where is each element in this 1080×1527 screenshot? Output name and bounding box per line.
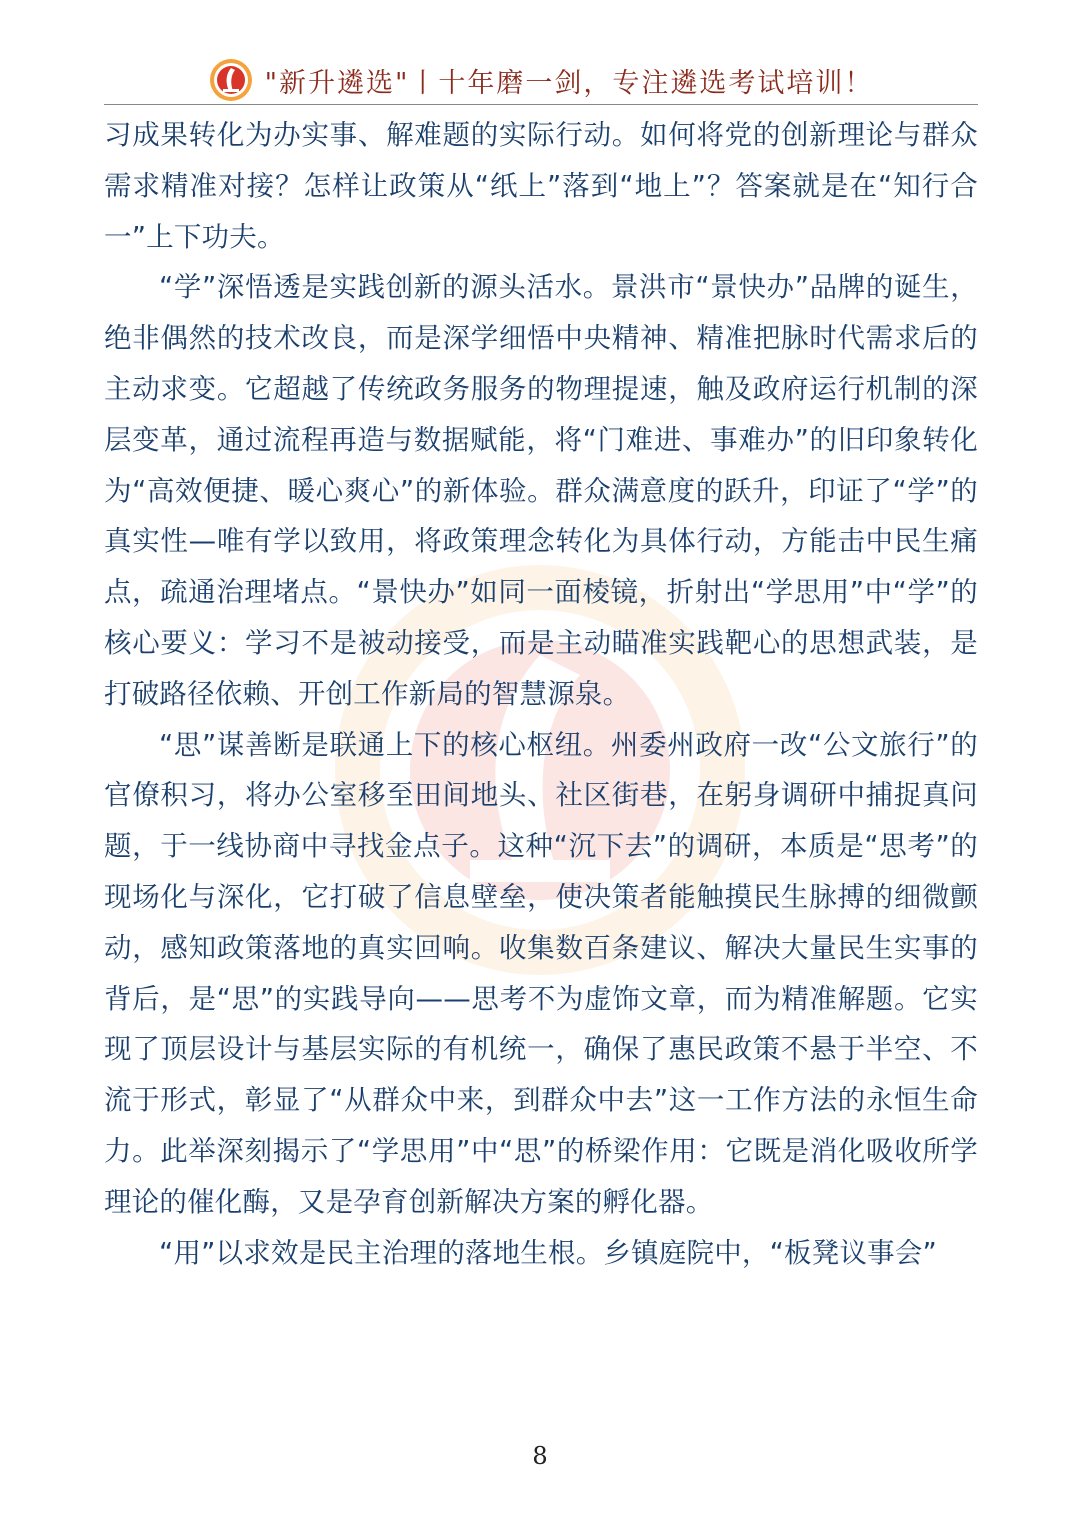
article-body: [104, 110, 978, 1278]
paragraph: “思”谋善断是联通上下的核心枢纽。州委州政府一改“公文旅行”的官僚积习，将办公室移至田间地头、社区街巷，在躬身调研中捕捉真问题，于一线协商中寻找金点子。这种“沉下去”的调研，本质是“思考”的现场化与深化，它打破了信息壁垒，使决策者能触摸民生脉搏的细微颤动，感知政策落地的真实回响。收集数百条建议、解决大量民生实事的背后，是“思”的实践导向——思考不为虚饰文章，而为精准解题。它实现了顶层设计与基层实际的有机统一，确保了惠民政策不悬于半空、不流于形式，彰显了“从群众中来，到群众中去”这一工作方法的永恒生命力。此举深刻揭示了“学思用”中“思”的桥梁作用：它既是消化吸收所学理论的催化酶，又是孕育创新解决方案的孵化器。: [104, 728, 978, 1218]
page-header: [104, 54, 978, 106]
header-slogan: "新升遴选"丨十年磨一剑，专注遴选考试培训！: [264, 67, 874, 99]
paragraph: “学”深悟透是实践创新的源头活水。景洪市“景快办”品牌的诞生，绝非偶然的技术改良，而是深学细悟中央精神、精准把脉时代需求后的主动求变。它超越了传统政务服务的物理提速，触及政府运行机制的深层变革，通过流程再造与数据赋能，将“门难进、事难办”的旧印象转化为“高效便捷、暖心爽心”的新体验。群众满意度的跃升，印证了“学”的真实性—唯有学以致用，将政策理念转化为具体行动，方能击中民生痛点，疏通治理堵点。“景快办”如同一面棱镜，折射出“学思用”中“学”的核心要义：学习不是被动接受，而是主动瞄准实践靶心的思想武装，是打破路径依赖、开创工作新局的智慧源泉。: [104, 271, 978, 710]
college-emblem-logo: [209, 58, 253, 102]
paragraph: “用”以求效是民主治理的落地生根。乡镇庭院中，“板凳议事会”: [159, 1236, 937, 1269]
paragraph: 习成果转化为办实事、解难题的实际行动。如何将党的创新理论与群众需求精准对接？怎样让政策从“纸上”落到“地上”？答案就是在“知行合一”上下功夫。: [104, 119, 978, 253]
page-number: 8: [532, 1442, 548, 1470]
header-divider: [104, 104, 978, 105]
